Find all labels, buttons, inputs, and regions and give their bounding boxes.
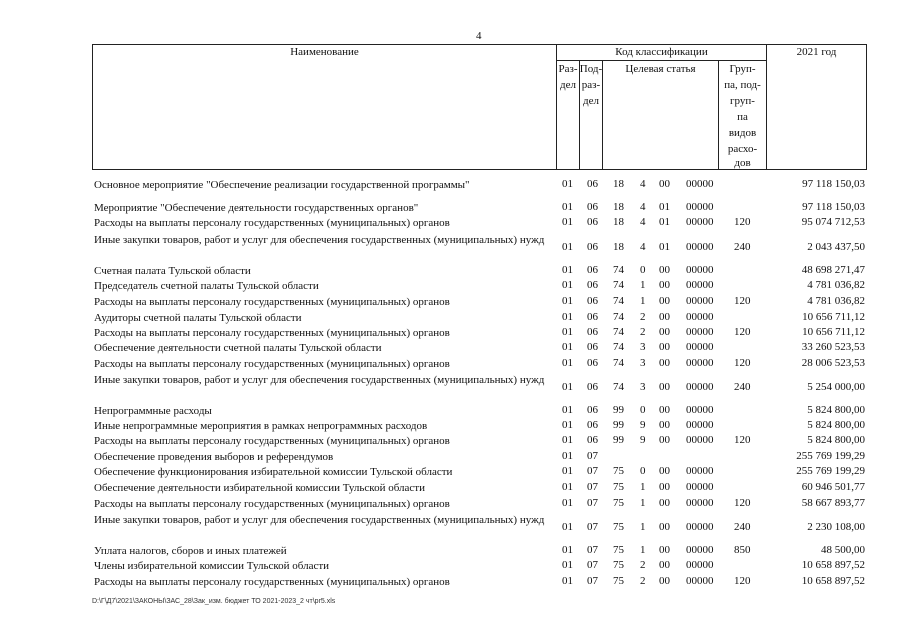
- row-cell-v: 10 658 897,52: [801, 575, 865, 587]
- row-cell-v: 4 781 036,82: [807, 279, 865, 291]
- header-group-line: расхо-: [727, 143, 758, 155]
- row-cell-t1: 74: [613, 381, 624, 393]
- row-cell-p: 06: [587, 201, 598, 213]
- row-cell-r: 01: [562, 559, 573, 571]
- row-cell-p: 06: [587, 279, 598, 291]
- row-cell-p: 06: [587, 295, 598, 307]
- header-name-cell: [92, 44, 557, 170]
- row-cell-t1: 18: [613, 241, 624, 253]
- header-razdel-1: Раз-: [558, 63, 578, 75]
- row-cell-t2: 2: [640, 311, 646, 323]
- row-cell-g: 120: [734, 497, 751, 509]
- header-podrazdel-2: раз-: [581, 79, 601, 91]
- row-cell-r: 01: [562, 434, 573, 446]
- row-cell-t3: 00: [659, 434, 670, 446]
- row-cell-t4: 00000: [686, 497, 714, 509]
- row-cell-t4: 00000: [686, 216, 714, 228]
- header-year-cell: [766, 44, 867, 170]
- row-cell-t3: 00: [659, 178, 670, 190]
- row-cell-t3: 00: [659, 341, 670, 353]
- row-cell-t4: 00000: [686, 326, 714, 338]
- header-podrazdel-1: Под-: [579, 63, 603, 75]
- row-cell-p: 06: [587, 341, 598, 353]
- row-cell-p: 07: [587, 450, 598, 462]
- header-podrazdel-3: дел: [583, 95, 599, 107]
- row-cell-p: 06: [587, 311, 598, 323]
- row-cell-r: 01: [562, 465, 573, 477]
- row-cell-v: 5 824 800,00: [807, 434, 865, 446]
- row-cell-t4: 00000: [686, 465, 714, 477]
- row-cell-t4: 00000: [686, 279, 714, 291]
- row-cell-t4: 00000: [686, 178, 714, 190]
- row-name: Расходы на выплаты персоналу государственных (муниципальных) органов: [94, 296, 450, 308]
- row-cell-r: 01: [562, 279, 573, 291]
- row-cell-r: 01: [562, 241, 573, 253]
- row-cell-v: 33 260 523,53: [801, 341, 865, 353]
- row-cell-t3: 00: [659, 295, 670, 307]
- row-cell-r: 01: [562, 521, 573, 533]
- row-cell-r: 01: [562, 497, 573, 509]
- row-cell-t1: 75: [613, 465, 624, 477]
- file-path-footer: D:\Г\Д7\2021\ЗАКОНЫ\ЗАС_28\Зак_изм. бюджет ТО 2021-2023_2 чт\pr5.xls: [92, 598, 336, 605]
- row-cell-p: 07: [587, 544, 598, 556]
- row-cell-r: 01: [562, 326, 573, 338]
- row-cell-t4: 00000: [686, 404, 714, 416]
- row-cell-p: 06: [587, 264, 598, 276]
- row-cell-t2: 4: [640, 201, 646, 213]
- row-cell-t3: 00: [659, 357, 670, 369]
- row-cell-t1: 75: [613, 559, 624, 571]
- row-cell-t1: 74: [613, 295, 624, 307]
- row-cell-t2: 1: [640, 295, 646, 307]
- row-cell-v: 5 824 800,00: [807, 419, 865, 431]
- row-cell-t3: 01: [659, 241, 670, 253]
- row-cell-r: 01: [562, 216, 573, 228]
- row-cell-r: 01: [562, 419, 573, 431]
- row-name: Непрограммные расходы: [94, 405, 212, 417]
- row-cell-r: 01: [562, 481, 573, 493]
- row-cell-v: 48 698 271,47: [801, 264, 865, 276]
- header-year: 2021 год: [796, 46, 837, 58]
- row-cell-t4: 00000: [686, 311, 714, 323]
- row-cell-t3: 00: [659, 381, 670, 393]
- row-cell-r: 01: [562, 341, 573, 353]
- row-cell-t3: 01: [659, 201, 670, 213]
- row-cell-t4: 00000: [686, 201, 714, 213]
- row-cell-p: 06: [587, 178, 598, 190]
- row-cell-g: 120: [734, 357, 751, 369]
- header-group-line: па: [737, 111, 748, 123]
- row-cell-t3: 00: [659, 559, 670, 571]
- row-cell-r: 01: [562, 295, 573, 307]
- header-group-line: дов: [734, 157, 751, 169]
- row-cell-r: 01: [562, 311, 573, 323]
- row-cell-t4: 00000: [686, 381, 714, 393]
- row-cell-t1: 18: [613, 216, 624, 228]
- row-name: Иные закупки товаров, работ и услуг для обеспечения государственных (муниципальных) нужд: [94, 514, 545, 526]
- row-cell-t3: 00: [659, 465, 670, 477]
- row-name: Иные закупки товаров, работ и услуг для обеспечения государственных (муниципальных) нужд: [94, 374, 545, 386]
- row-cell-v: 97 118 150,03: [802, 201, 865, 213]
- row-cell-t3: 00: [659, 326, 670, 338]
- row-name: Иные закупки товаров, работ и услуг для обеспечения государственных (муниципальных) нужд: [94, 234, 545, 246]
- row-cell-v: 10 656 711,12: [802, 326, 865, 338]
- row-cell-t2: 4: [640, 178, 646, 190]
- page-number: 4: [476, 30, 482, 42]
- row-cell-r: 01: [562, 450, 573, 462]
- row-cell-r: 01: [562, 575, 573, 587]
- row-cell-t4: 00000: [686, 264, 714, 276]
- row-cell-t3: 00: [659, 279, 670, 291]
- header-target: Целевая статья: [625, 63, 696, 75]
- row-cell-p: 07: [587, 465, 598, 477]
- row-cell-t2: 9: [640, 419, 646, 431]
- row-cell-t4: 00000: [686, 521, 714, 533]
- header-razdel-2: дел: [560, 79, 576, 91]
- row-cell-v: 2 230 108,00: [807, 521, 865, 533]
- row-cell-t4: 00000: [686, 419, 714, 431]
- row-cell-t2: 1: [640, 497, 646, 509]
- row-cell-g: 240: [734, 241, 751, 253]
- header-group-line: Груп-: [729, 63, 756, 75]
- row-cell-t2: 1: [640, 279, 646, 291]
- row-cell-v: 28 006 523,53: [801, 357, 865, 369]
- row-cell-t4: 00000: [686, 434, 714, 446]
- row-cell-t2: 4: [640, 241, 646, 253]
- row-name: Расходы на выплаты персоналу государственных (муниципальных) органов: [94, 358, 450, 370]
- row-cell-t1: 74: [613, 341, 624, 353]
- row-cell-t2: 3: [640, 357, 646, 369]
- row-cell-t2: 1: [640, 521, 646, 533]
- row-cell-v: 10 658 897,52: [801, 559, 865, 571]
- row-cell-p: 06: [587, 404, 598, 416]
- row-cell-t1: 99: [613, 404, 624, 416]
- row-cell-t1: 74: [613, 326, 624, 338]
- row-cell-t3: 00: [659, 419, 670, 431]
- row-name: Члены избирательной комиссии Тульской области: [94, 560, 330, 572]
- table-header: [92, 44, 867, 170]
- row-cell-g: 240: [734, 381, 751, 393]
- row-cell-t4: 00000: [686, 295, 714, 307]
- row-cell-r: 01: [562, 404, 573, 416]
- row-cell-p: 06: [587, 326, 598, 338]
- row-cell-v: 5 824 800,00: [807, 404, 865, 416]
- row-cell-t1: 75: [613, 575, 624, 587]
- row-cell-v: 2 043 437,50: [807, 241, 865, 253]
- row-cell-r: 01: [562, 381, 573, 393]
- row-cell-v: 10 656 711,12: [802, 311, 865, 323]
- row-cell-t3: 00: [659, 481, 670, 493]
- row-cell-p: 06: [587, 434, 598, 446]
- row-cell-v: 48 500,00: [821, 544, 865, 556]
- row-cell-t1: 75: [613, 497, 624, 509]
- row-name: Основное мероприятие "Обеспечение реализации государственной программы": [94, 179, 470, 191]
- row-cell-t4: 00000: [686, 357, 714, 369]
- row-cell-v: 4 781 036,82: [807, 295, 865, 307]
- row-cell-t1: 75: [613, 521, 624, 533]
- row-cell-t1: 74: [613, 279, 624, 291]
- row-cell-g: 120: [734, 326, 751, 338]
- row-cell-v: 95 074 712,53: [801, 216, 865, 228]
- row-cell-t1: 75: [613, 544, 624, 556]
- row-name: Обеспечение деятельности избирательной комиссии Тульской области: [94, 482, 425, 494]
- row-cell-r: 01: [562, 544, 573, 556]
- row-name: Председатель счетной палаты Тульской области: [94, 280, 319, 292]
- row-cell-t1: 99: [613, 419, 624, 431]
- row-cell-g: 240: [734, 521, 751, 533]
- row-name: Расходы на выплаты персоналу государственных (муниципальных) органов: [94, 327, 450, 339]
- row-cell-v: 58 667 893,77: [801, 497, 865, 509]
- row-name: Аудиторы счетной палаты Тульской области: [94, 312, 302, 324]
- header-name: Наименование: [290, 46, 359, 58]
- row-cell-v: 5 254 000,00: [807, 381, 865, 393]
- row-cell-t2: 2: [640, 559, 646, 571]
- row-name: Счетная палата Тульской области: [94, 265, 251, 277]
- row-cell-p: 06: [587, 357, 598, 369]
- row-cell-p: 07: [587, 559, 598, 571]
- row-name: Расходы на выплаты персоналу государственных (муниципальных) органов: [94, 217, 450, 229]
- row-cell-t2: 0: [640, 465, 646, 477]
- row-name: Обеспечение деятельности счетной палаты Тульской области: [94, 342, 382, 354]
- row-cell-t4: 00000: [686, 559, 714, 571]
- row-cell-p: 06: [587, 216, 598, 228]
- row-cell-t4: 00000: [686, 481, 714, 493]
- row-cell-p: 06: [587, 241, 598, 253]
- row-cell-t4: 00000: [686, 341, 714, 353]
- row-cell-v: 60 946 501,77: [801, 481, 865, 493]
- row-name: Расходы на выплаты персоналу государственных (муниципальных) органов: [94, 576, 450, 588]
- row-cell-p: 07: [587, 497, 598, 509]
- header-group-line: видов: [728, 127, 757, 139]
- row-cell-t1: 75: [613, 481, 624, 493]
- row-cell-g: 850: [734, 544, 751, 556]
- row-cell-t3: 00: [659, 404, 670, 416]
- row-cell-p: 07: [587, 521, 598, 533]
- header-group-line: па, под-: [724, 79, 761, 91]
- row-cell-p: 07: [587, 481, 598, 493]
- row-cell-t4: 00000: [686, 241, 714, 253]
- row-cell-t1: 74: [613, 264, 624, 276]
- row-cell-g: 120: [734, 216, 751, 228]
- row-cell-t4: 00000: [686, 575, 714, 587]
- row-cell-p: 07: [587, 575, 598, 587]
- row-cell-t2: 0: [640, 264, 646, 276]
- row-cell-t3: 00: [659, 264, 670, 276]
- row-cell-t1: 18: [613, 201, 624, 213]
- row-cell-t1: 74: [613, 357, 624, 369]
- row-cell-r: 01: [562, 178, 573, 190]
- row-cell-g: 120: [734, 434, 751, 446]
- row-cell-t1: 74: [613, 311, 624, 323]
- row-cell-t2: 0: [640, 404, 646, 416]
- header-group-line: груп-: [730, 95, 755, 107]
- row-name: Иные непрограммные мероприятия в рамках непрограммных расходов: [94, 420, 428, 432]
- row-cell-t2: 3: [640, 381, 646, 393]
- row-cell-t2: 9: [640, 434, 646, 446]
- row-cell-v: 255 769 199,29: [796, 465, 865, 477]
- row-cell-g: 120: [734, 295, 751, 307]
- row-cell-t2: 3: [640, 341, 646, 353]
- row-cell-r: 01: [562, 264, 573, 276]
- row-cell-v: 255 769 199,29: [796, 450, 865, 462]
- row-cell-t2: 4: [640, 216, 646, 228]
- row-cell-g: 120: [734, 575, 751, 587]
- row-name: Мероприятие "Обеспечение деятельности государственных органов": [94, 202, 419, 214]
- row-cell-t3: 00: [659, 311, 670, 323]
- row-cell-p: 06: [587, 381, 598, 393]
- row-cell-t2: 1: [640, 544, 646, 556]
- row-name: Расходы на выплаты персоналу государственных (муниципальных) органов: [94, 435, 450, 447]
- row-cell-t1: 18: [613, 178, 624, 190]
- row-cell-r: 01: [562, 357, 573, 369]
- header-code: Код классификации: [615, 46, 708, 58]
- row-cell-t2: 1: [640, 481, 646, 493]
- row-name: Расходы на выплаты персоналу государственных (муниципальных) органов: [94, 498, 450, 510]
- row-cell-v: 97 118 150,03: [802, 178, 865, 190]
- row-cell-t2: 2: [640, 575, 646, 587]
- row-cell-t3: 00: [659, 544, 670, 556]
- row-cell-p: 06: [587, 419, 598, 431]
- row-cell-t2: 2: [640, 326, 646, 338]
- row-cell-r: 01: [562, 201, 573, 213]
- row-cell-t3: 01: [659, 216, 670, 228]
- row-cell-t4: 00000: [686, 544, 714, 556]
- row-cell-t3: 00: [659, 521, 670, 533]
- row-cell-t3: 00: [659, 497, 670, 509]
- row-name: Уплата налогов, сборов и иных платежей: [94, 545, 287, 557]
- row-cell-t3: 00: [659, 575, 670, 587]
- row-name: Обеспечение функционирования избирательной комиссии Тульской области: [94, 466, 453, 478]
- row-name: Обеспечение проведения выборов и референдумов: [94, 451, 334, 463]
- row-cell-t1: 99: [613, 434, 624, 446]
